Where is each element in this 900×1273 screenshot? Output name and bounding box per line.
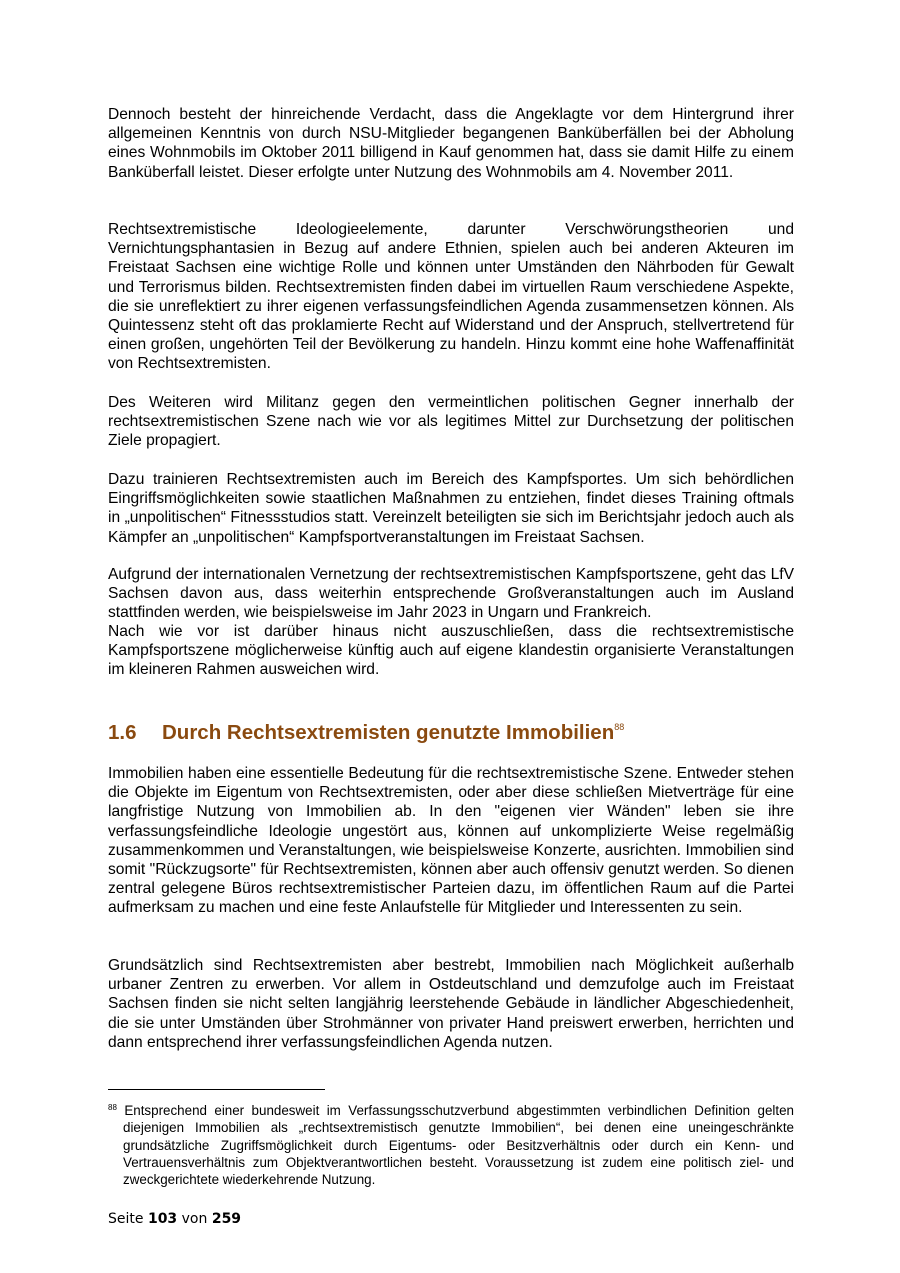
- footnote-marker: 88: [108, 1103, 117, 1112]
- footer-separator: von: [181, 1211, 208, 1227]
- paragraph-real-estate-importance: Immobilien haben eine essentielle Bedeutung für die rechtsextremistische Szene. Entweder stehen die Objekte im Eigentum von Rechtsextremisten, oder aber diese schließen Mietverträge für eine langfristige Nutzung von Immobilien ab. In den "eigenen vier Wänden" leben sie ihre verfassungsfeindliche Ideologie ungestört aus, können auf unkomplizierte Weise regelmäßig zusammenkommen und Veranstaltungen, wie beispielsweise Konzerte, ausrichten. Immobilien sind somit "Rückzugsorte" für Rechtsextremisten, können aber auch offensiv genutzt werden. So dienen zentral gelegene Büros rechtsextremistischer Parteien dazu, im öffentlichen Raum auf die Partei aufmerksam zu machen und eine feste Anlaufstelle für Mitglieder und Interessenten zu sein.: [108, 765, 794, 917]
- section-heading: [108, 721, 624, 745]
- paragraph-international-network: Aufgrund der internationalen Vernetzung der rechtsextremistischen Kampfsportszene, geht das LfV Sachsen davon aus, dass weiterhin entsprechende Großveranstaltungen auch im Ausland stattfinden werden, wie beispielsweise im Jahr 2023 in Ungarn und Frankreich.: [108, 566, 794, 622]
- footer-prefix: Seite: [108, 1211, 144, 1227]
- paragraph-nsu-verdict: Dennoch besteht der hinreichende Verdacht, dass die Angeklagte vor dem Hintergrund ihrer allgemeinen Kenntnis von durch NSU-Mitglieder begangenen Banküberfällen bei der Abholung eines Wohnmobils im Oktober 2011 billigend in Kauf genommen hat, dass sie damit Hilfe zu einem Banküberfall leistet. Dieser erfolgte unter Nutzung des Wohnmobils am 4. November 2011.: [108, 106, 794, 181]
- footnote-reference[interactable]: 88: [614, 722, 625, 732]
- paragraph-martial-arts-training: Dazu trainieren Rechtsextremisten auch im Bereich des Kampfsportes. Um sich behördlichen Eingriffsmöglichkeiten sowie staatlichen Maßnahmen zu entziehen, findet dieses Training oftmals in „unpolitischen“ Fitnessstudios statt. Vereinzelt beteiligten sie sich im Berichtsjahr jedoch auch als Kämpfer an „unpolitischen“ Kampfsportveranstaltungen im Freistaat Sachsen.: [108, 471, 794, 546]
- footnote-text: Entsprechend einer bundesweit im Verfassungsschutzverbund abgestimmten verbindlichen Definition gelten diejenigen Immobilien als „rechtsextremistisch genutzte Immobilien“, bei denen eine uneingeschränkte grundsätzliche Zugriffsmöglichkeit durch Eigentums- oder Besitzverhältnis oder durch ein Kenn- und Vertrauensverhältnis zum Objektverantwortlichen besteht. Voraussetzung ist zudem eine politisch ziel- und zweckgerichtete wiederkehrende Nutzung.: [123, 1103, 794, 1188]
- paragraph-militancy: Des Weiteren wird Militanz gegen den vermeintlichen politischen Gegner innerhalb der rechtsextremistischen Szene nach wie vor als legitimes Mittel zur Durchsetzung der politischen Ziele propagiert.: [108, 394, 794, 450]
- footnote: [108, 1099, 794, 1188]
- footnote-divider: [108, 1089, 325, 1090]
- page-number-footer: [108, 1211, 241, 1227]
- section-number: 1.6: [108, 721, 137, 744]
- total-page-count: 259: [211, 1211, 242, 1227]
- current-page-number: 103: [147, 1211, 178, 1227]
- paragraph-rural-properties: Grundsätzlich sind Rechtsextremisten aber bestrebt, Immobilien nach Möglichkeit außerhalb urbaner Zentren zu erwerben. Vor allem in Ostdeutschland und demzufolge auch im Freistaat Sachsen finden sie nicht selten langjährig leerstehende Gebäude in ländlicher Abgeschiedenheit, die sie unter Umständen über Strohmänner von privater Hand preiswert erwerben, herrichten und dann entsprechend ihrer verfassungsfeindlichen Agenda nutzen.: [108, 957, 794, 1051]
- paragraph-clandestine-events: Nach wie vor ist darüber hinaus nicht auszuschließen, dass die rechtsextremistische Kampfsportszene möglicherweise künftig auch auf eigene klandestin organisierte Veranstaltungen im kleineren Rahmen ausweichen wird.: [108, 623, 794, 679]
- section-title: Durch Rechtsextremisten genutzte Immobilien: [162, 721, 615, 744]
- paragraph-ideology-elements: Rechtsextremistische Ideologieelemente, darunter Verschwörungstheorien und Vernichtungsphantasien in Bezug auf andere Ethnien, spielen auch bei anderen Akteuren im Freistaat Sachsen eine wichtige Rolle und können unter Umständen den Nährboden für Gewalt und Terrorismus bilden. Rechtsextremisten finden dabei im virtuellen Raum verschiedene Aspekte, die sie unreflektiert zu ihrer eigenen verfassungsfeindlichen Agenda zusammensetzen können. Als Quintessenz steht oft das proklamierte Recht auf Widerstand und der Anspruch, stellvertretend für einen großen, ungehörten Teil der Bevölkerung zu handeln. Hinzu kommt eine hohe Waffenaffinität von Rechtsextremisten.: [108, 221, 794, 373]
